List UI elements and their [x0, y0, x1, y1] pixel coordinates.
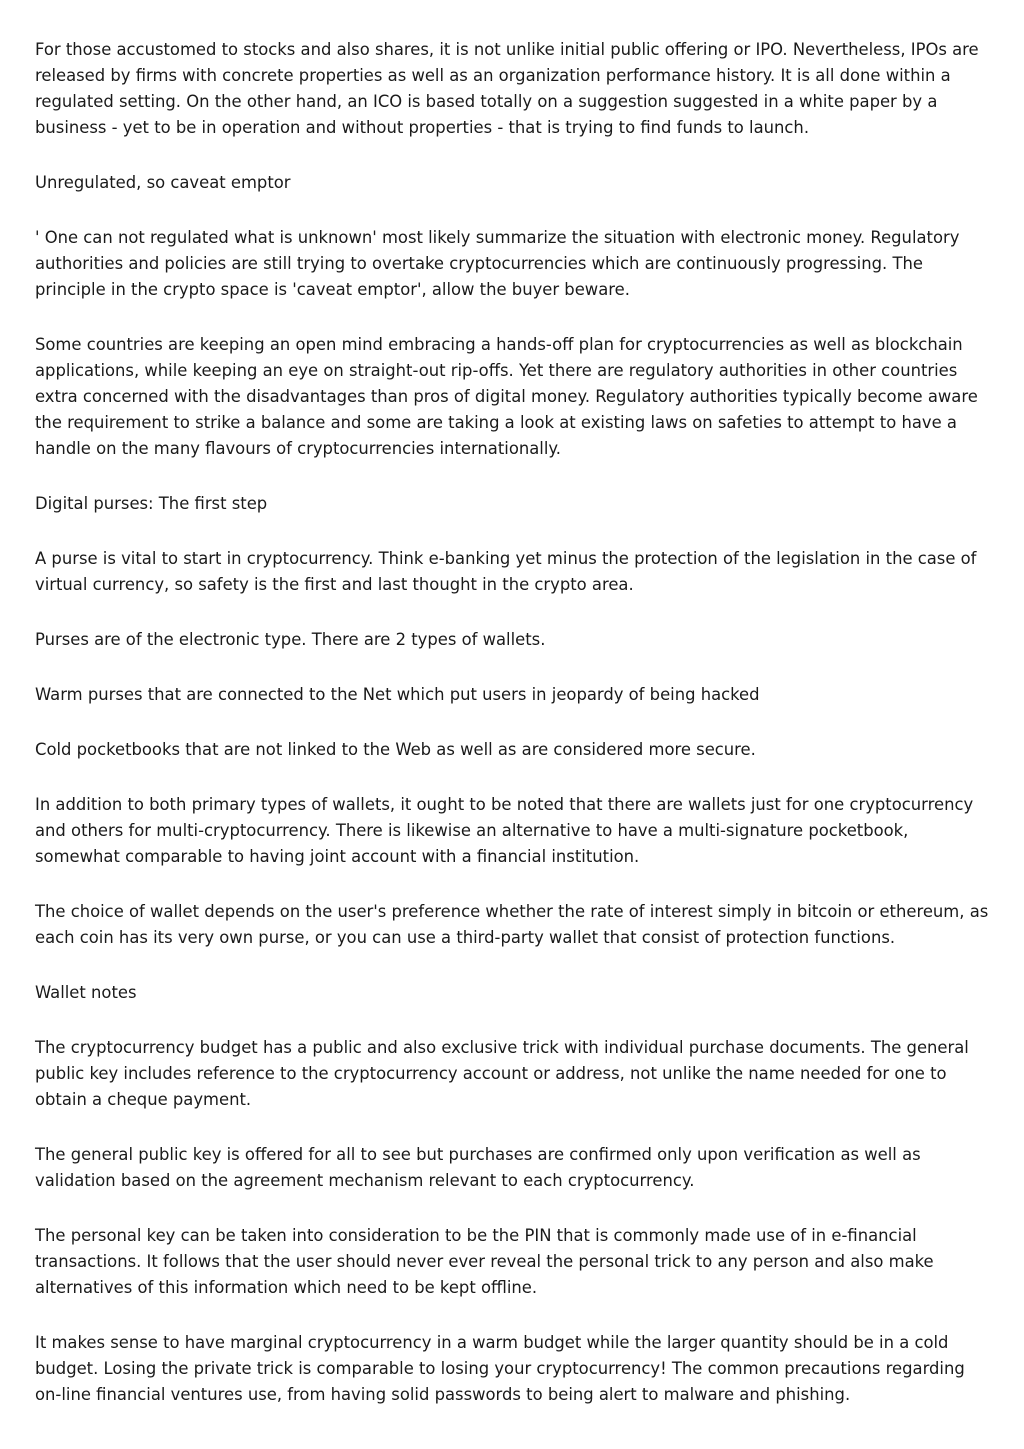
paragraph-wallet-choice: The choice of wallet depends on the user's preference whether the rate of interest simply in bitcoin or ethereum, as each coin has its very own purse, or you can use a third-party wallet that consist of protection functions. [35, 902, 989, 947]
paragraph-countries: Some countries are keeping an open mind embracing a hands-off plan for cryptocurrencies as well as blockchain applications, while keeping an eye on straight-out rip-offs. Yet there are regulatory authorities in other countries extra concerned with the disadvantages than pros of digital money. Regulatory authorities typically become aware the requirement to strike a balance and some are taking a look at existing laws on safeties to attempt to have a handle on the many flavours of cryptocurrencies internationally. [35, 335, 978, 458]
paragraph-purse-vital: A purse is vital to start in cryptocurrency. Think e-banking yet minus the protection of the legislation in the case of virtual currency, so safety is the first and last thought in the crypto area. [35, 549, 977, 594]
paragraph-public-private-key: The cryptocurrency budget has a public and also exclusive trick with individual purchase documents. The general public key includes reference to the cryptocurrency account or address, not unlike the name needed for one to obtain a cheque payment. [35, 1038, 969, 1109]
paragraph-purse-types: Purses are of the electronic type. There are 2 types of wallets. [35, 630, 546, 649]
paragraph-public-key: The general public key is offered for all to see but purchases are confirmed only upon verification as well as validation based on the agreement mechanism relevant to each cryptocurrency. [35, 1145, 921, 1190]
paragraph-warm-purses: Warm purses that are connected to the Net which put users in jeopardy of being hacked [35, 685, 760, 704]
paragraph-personal-key: The personal key can be taken into consideration to be the PIN that is commonly made use of in e-financial transactions. It follows that the user should never ever reveal the personal trick to any person and also make alternatives of this information which need to be kept offline. [35, 1226, 934, 1297]
paragraph-cold-pocketbooks: Cold pocketbooks that are not linked to the Web as well as are considered more secure. [35, 740, 756, 759]
heading-unregulated: Unregulated, so caveat emptor [35, 173, 291, 192]
heading-wallet-notes: Wallet notes [35, 983, 137, 1002]
paragraph-regulation: ' One can not regulated what is unknown' most likely summarize the situation with electronic money. Regulatory authorities and policies are still trying to overtake cryptocurrencies which are continuously progressing. The principle in the crypto space is 'caveat emptor', allow the buyer beware. [35, 228, 960, 299]
paragraph-warm-cold-budget: It makes sense to have marginal cryptocurrency in a warm budget while the larger quantity should be in a cold budget. Losing the private trick is comparable to losing your cryptocurrency! The common precautions regarding on-line financial ventures use, from having solid passwords to being alert to malware and phishing. [35, 1333, 965, 1404]
document-body [35, 37, 991, 1437]
paragraph-multi-wallets: In addition to both primary types of wallets, it ought to be noted that there are wallets just for one cryptocurrency and others for multi-cryptocurrency. There is likewise an alternative to have a multi-signature pocketbook, somewhat comparable to having joint account with a financial institution. [35, 795, 974, 866]
heading-digital-purses: Digital purses: The first step [35, 494, 268, 513]
paragraph-ico-intro: For those accustomed to stocks and also shares, it is not unlike initial public offering or IPO. Nevertheless, IPOs are released by firms with concrete properties as well as an organization performance history. It is all done within a regulated setting. On the other hand, an ICO is based totally on a suggestion suggested in a white paper by a business - yet to be in operation and without properties - that is trying to find funds to launch. [35, 40, 979, 137]
